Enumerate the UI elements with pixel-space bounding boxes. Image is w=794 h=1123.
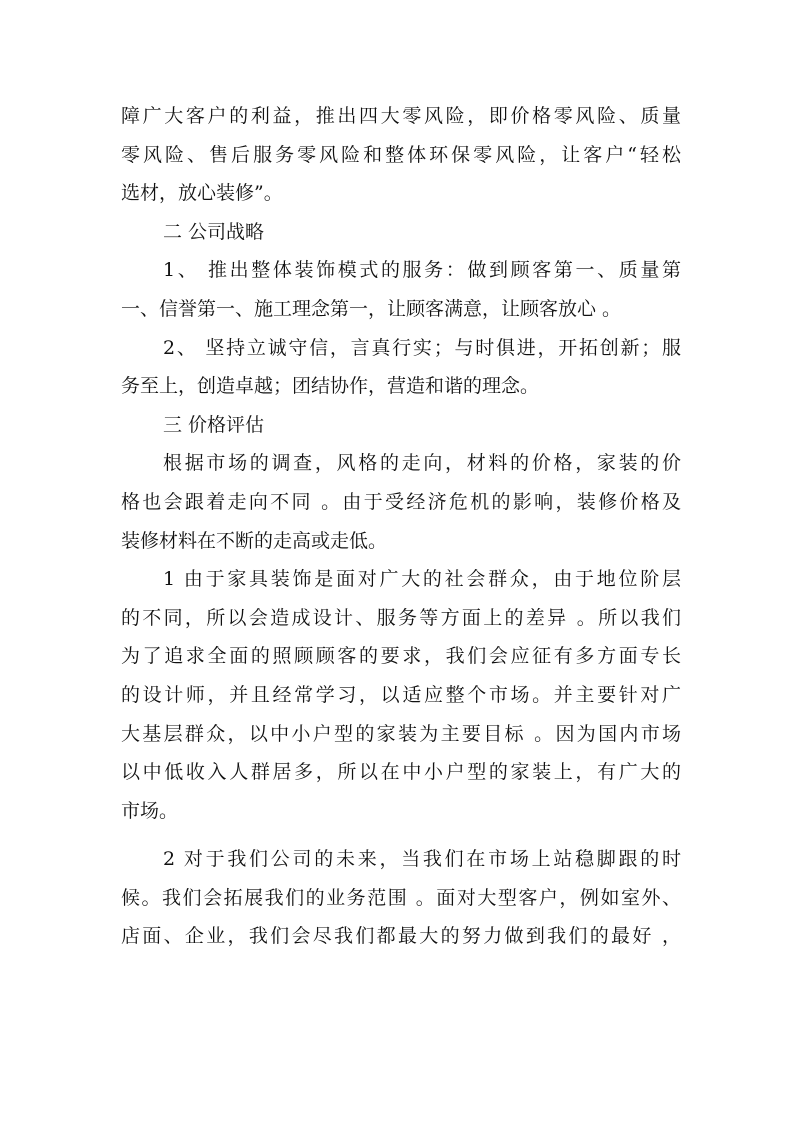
text-line-19: 市场。 [121, 799, 179, 822]
section-heading-strategy: 二 公司战略 [163, 220, 265, 243]
text-line-3: 选材，放心装修”。 [121, 182, 283, 205]
text-line-7: 2、 坚持立诚守信，言真行实；与时俱进，开拓创新；服 [163, 336, 681, 359]
text-line-5: 1、 推出整体装饰模式的服务：做到顾客第一、质量第 [163, 259, 681, 282]
text-line-13: 1 由于家具装饰是面对广大的社会群众，由于地位阶层 [163, 568, 681, 591]
text-line-18: 以中低收入人群居多，所以在中小户型的家装上，有广大的 [121, 761, 681, 784]
body-text [121, 97, 681, 956]
text-line-8: 务至上，创造卓越；团结协作，营造和谐的理念。 [121, 375, 540, 398]
text-line-6: 一、信誉第一、施工理念第一，让顾客满意，让顾客放心 。 [121, 297, 622, 320]
text-line-10: 根据市场的调查，风格的走向，材料的价格，家装的价 [163, 452, 681, 475]
text-line-20: 2 对于我们公司的未来，当我们在市场上站稳脚跟的时 [163, 848, 681, 871]
text-line-14: 的不同，所以会造成设计、服务等方面上的差异 。所以我们 [121, 606, 681, 629]
text-line-15: 为了追求全面的照顾顾客的要求，我们会应征有多方面专长 [121, 645, 681, 668]
text-line-2: 零风险、售后服务零风险和整体环保零风险，让客户“轻松 [121, 143, 681, 166]
text-line-17: 大基层群众，以中小户型的家装为主要目标 。因为国内市场 [121, 722, 681, 745]
text-line-16: 的设计师，并且经常学习，以适应整个市场。并主要针对广 [121, 683, 681, 706]
text-line-12: 装修材料在不断的走高或走低。 [121, 529, 388, 552]
text-line-11: 格也会跟着走向不同 。由于受经济危机的影响，装修价格及 [121, 490, 681, 513]
text-line-22: 店面、企业，我们会尽我们都最大的努力做到我们的最好 ， [121, 925, 681, 948]
text-line-1: 障广大客户的利益，推出四大零风险，即价格零风险、质量 [121, 105, 681, 127]
section-heading-pricing: 三 价格评估 [163, 413, 265, 436]
text-line-21: 候。我们会拓展我们的业务范围 。面对大型客户，例如室外、 [121, 886, 681, 909]
